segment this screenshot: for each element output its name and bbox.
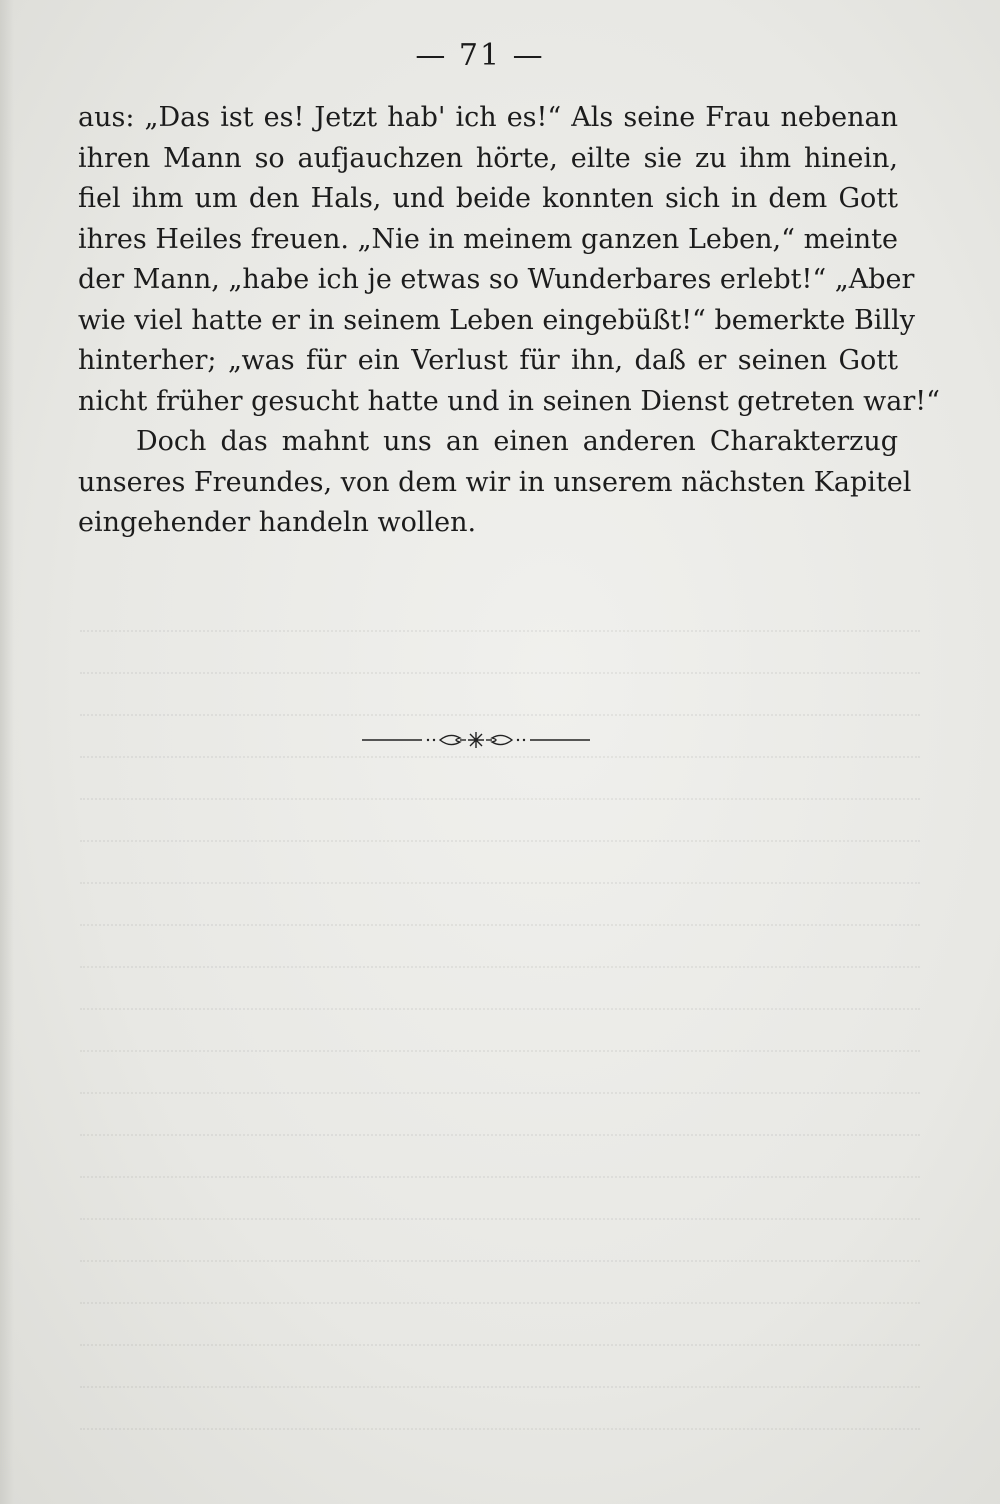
decorative-divider-ornament-icon — [360, 728, 592, 752]
text-line: der Mann, „habe ich je etwas so Wunderbares erlebt!“ „Aber — [78, 264, 915, 295]
text-line: fiel ihm um den Hals, und beide konnten sich in dem Gott — [78, 183, 898, 214]
text-line: unseres Freundes, von dem wir in unserem nächsten Kapitel — [78, 466, 912, 498]
show-through-text — [80, 590, 920, 1410]
text-line: nicht früher gesucht hatte und in seinen Dienst getreten war!“ — [78, 385, 940, 417]
text-line-paragraph-end: eingehender handeln wollen. — [78, 507, 477, 538]
body-text — [78, 98, 940, 544]
text-line: aus: „Das ist es! Jetzt hab' ich es!“ Als seine Frau nebenan — [78, 102, 898, 133]
text-line: ihren Mann so aufjauchzen hörte, eilte sie zu ihm hinein, — [78, 142, 898, 174]
text-line: wie viel hatte er in seinem Leben eingebüßt!“ bemerkte Billy — [78, 304, 915, 336]
text-line-paragraph-start: Doch das mahnt uns an einen anderen Charakterzug — [136, 426, 898, 457]
text-line: hinterher; „was für ein Verlust für ihn, daß er seinen Gott — [78, 345, 898, 376]
text-line: ihres Heiles freuen. „Nie in meinem ganzen Leben,“ meinte — [78, 223, 898, 255]
page-edge-shadow — [0, 0, 14, 1504]
page-number: — 71 — — [415, 38, 545, 73]
